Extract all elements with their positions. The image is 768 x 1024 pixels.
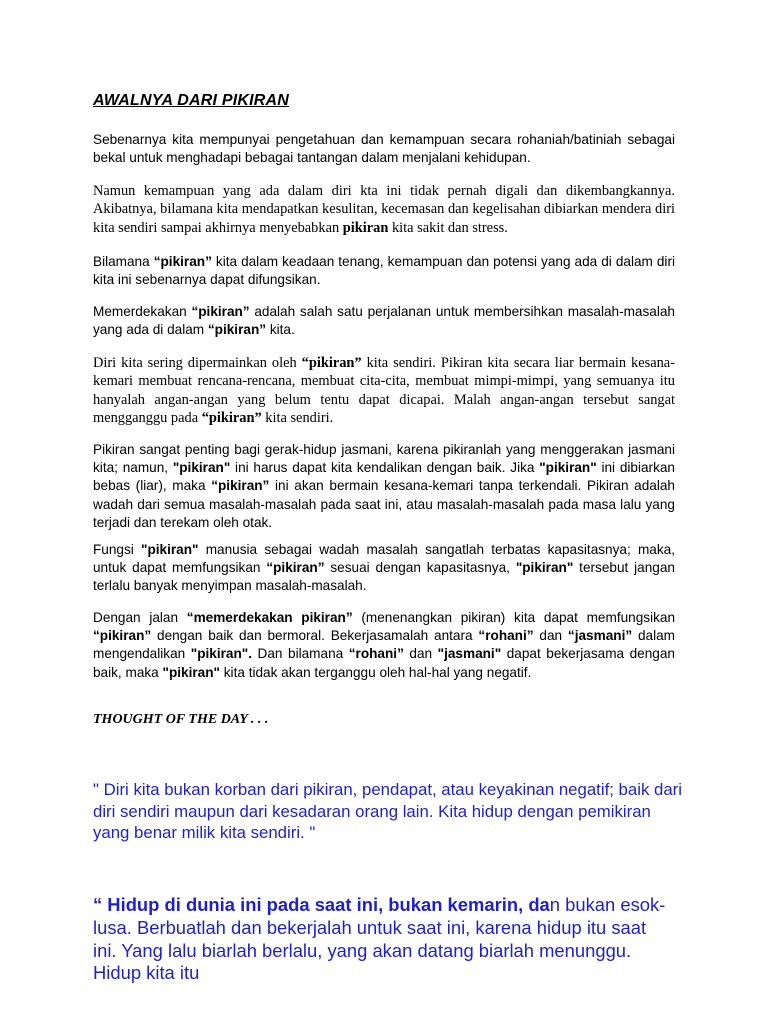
- paragraph-text: sesuai dengan kapasitasnya,: [324, 560, 516, 576]
- paragraph-text: Pikiran sangat penting bagi gerak-hidup jasmani, karena pikiranlah yang menggerakan jasmani kita; namun,: [93, 442, 675, 476]
- paragraph-text: dengan baik dan bermoral. Bekerjasamalah antara: [151, 628, 479, 644]
- paragraph-kemampuan: [93, 182, 675, 237]
- emphasis-jasmani: "jasmani": [437, 646, 502, 662]
- emphasis-pikiran: "pikiran": [539, 460, 597, 476]
- paragraph-bilamana: [93, 253, 675, 289]
- paragraph-text: kita tidak akan terganggu oleh hal-hal yang negatif.: [219, 664, 532, 680]
- emphasis-pikiran: “pikiran”: [266, 560, 325, 576]
- emphasis-pikiran: "pikiran": [162, 664, 220, 680]
- emphasis-pikiran: "pikiran": [141, 542, 199, 557]
- paragraph-text: Fungsi: [93, 542, 142, 557]
- paragraph-text: dalam mengendalikan: [93, 628, 675, 662]
- emphasis-pikiran: “pikiran”: [207, 322, 267, 338]
- emphasis-pikiran: pikiran: [342, 219, 389, 236]
- paragraph-text: Memerdekakan: [93, 304, 192, 319]
- quote-bold-part: “ Hidup di dunia ini pada saat ini, bukan kemarin, da: [93, 894, 550, 915]
- emphasis-pikiran: "pikiran": [172, 460, 231, 476]
- paragraph-text: dan: [403, 646, 438, 662]
- emphasis-pikiran: “pikiran”: [201, 410, 262, 427]
- emphasis-pikiran: “pikiran”: [301, 355, 362, 371]
- paragraph-text: ini dibiarkan bebas (liar), maka: [93, 460, 675, 494]
- emphasis-pikiran: “pikiran”: [191, 304, 250, 319]
- paragraph-text: kita sendiri.: [261, 410, 334, 427]
- paragraph-text: ini akan bermain kesana-kemari tanpa terkendali. Pikiran adalah wadah dari semua masalah-masalah pada saat ini, atau masalah-masalah pada masa lalu yang terjadi dan terekam oleh otak.: [93, 478, 675, 530]
- paragraph-text: manusia sebagai wadah masalah sangatlah terbatas kapasitasnya; maka, untuk dapat memfungsikan: [93, 542, 675, 576]
- paragraph-text: Dengan jalan: [93, 610, 187, 625]
- paragraph-dipermainkan: [93, 354, 675, 428]
- paragraph-text: kita sendiri. Pikiran kita secara liar bermain kesana-kemari membuat rencana-rencana, membuat cita-cita, membuat mimpi-mimpi, yang semuanya itu hanyalah angan-angan yang belum tentu dapat dicapai. Malah angan-angan tersebut sangat mengganggu pada: [93, 355, 675, 427]
- thought-of-the-day-heading: THOUGHT OF THE DAY . . .: [93, 712, 269, 727]
- emphasis-rohani: “rohani”: [348, 646, 404, 662]
- paragraph-text: Diri kita sering dipermainkan oleh: [93, 355, 302, 371]
- paragraph-text: dapat bekerjasama dengan baik, maka: [93, 646, 675, 680]
- emphasis-memerdekakan-pikiran: “memerdekakan pikiran”: [186, 610, 353, 625]
- paragraph-text: Sebenarnya kita mempunyai pengetahuan dan kemampuan secara rohaniah/batiniah sebagai bekal untuk menghadapi bebagai tantangan dalam menjalani kehidupan.: [93, 132, 675, 166]
- paragraph-text: kita sakit dan stress.: [388, 219, 508, 236]
- paragraph-text: kita dalam keadaan tenang, kemampuan dan potensi yang ada di dalam diri kita ini sebenarnya dapat difungsikan.: [93, 254, 675, 288]
- paragraph-text: (menenangkan pikiran) kita dapat memfungsikan: [352, 610, 676, 625]
- emphasis-pikiran: “pikiran”: [211, 478, 270, 494]
- emphasis-pikiran: “pikiran”: [93, 628, 152, 644]
- paragraph-text: adalah salah satu perjalanan untuk membersihkan masalah-masalah yang ada di dalam: [93, 304, 675, 338]
- emphasis-rohani: “rohani”: [478, 628, 534, 644]
- paragraph-text: Dan bilamana: [252, 646, 349, 662]
- page-title: AWALNYA DARI PIKIRAN: [93, 92, 289, 109]
- paragraph-gerak-hidup: [93, 441, 675, 532]
- paragraph-text: kita.: [266, 322, 295, 338]
- paragraph-text: ini harus dapat kita kendalikan dengan baik. Jika: [230, 460, 540, 476]
- emphasis-pikiran: "pikiran".: [190, 646, 252, 662]
- paragraph-memerdekakan: [93, 303, 675, 339]
- emphasis-pikiran: "pikiran": [515, 560, 574, 576]
- paragraph-text: Bilamana: [93, 254, 154, 269]
- emphasis-pikiran: “pikiran”: [153, 254, 212, 269]
- quote-diri-kita: " Diri kita bukan korban dari pikiran, pendapat, atau keyakinan negatif; baik dari diri sendiri maupun dari kesadaran orang lain. Kita hidup dengan pemikiran yang benar milik kita sendiri. ": [93, 780, 682, 842]
- paragraph-text: dan: [533, 628, 568, 644]
- paragraph-dengan-jalan: [93, 609, 675, 682]
- emphasis-jasmani: “jasmani”: [567, 628, 633, 644]
- quote-hidup-di-dunia: [93, 894, 673, 985]
- paragraph-intro: [93, 131, 675, 167]
- quote-rest: n bukan esok-lusa. Berbuatlah dan bekerjalah untuk saat ini, karena hidup itu saat ini. Yang lalu biarlah berlalu, yang akan datang biarlah menunggu. Hidup kita itu: [93, 894, 666, 984]
- paragraph-fungsi: [93, 541, 675, 596]
- paragraph-text: tersebut jangan terlalu banyak menyimpan masalah-masalah.: [93, 560, 675, 594]
- paragraph-text: Namun kemampuan yang ada dalam diri kta ini tidak pernah digali dan dikembangkannya. Akibatnya, bilamana kita mendapatkan kesulitan, kecemasan dan kegelisahan dibiarkan mendera diri kita sendiri sampai akhirnya menyebabkan: [93, 183, 675, 236]
